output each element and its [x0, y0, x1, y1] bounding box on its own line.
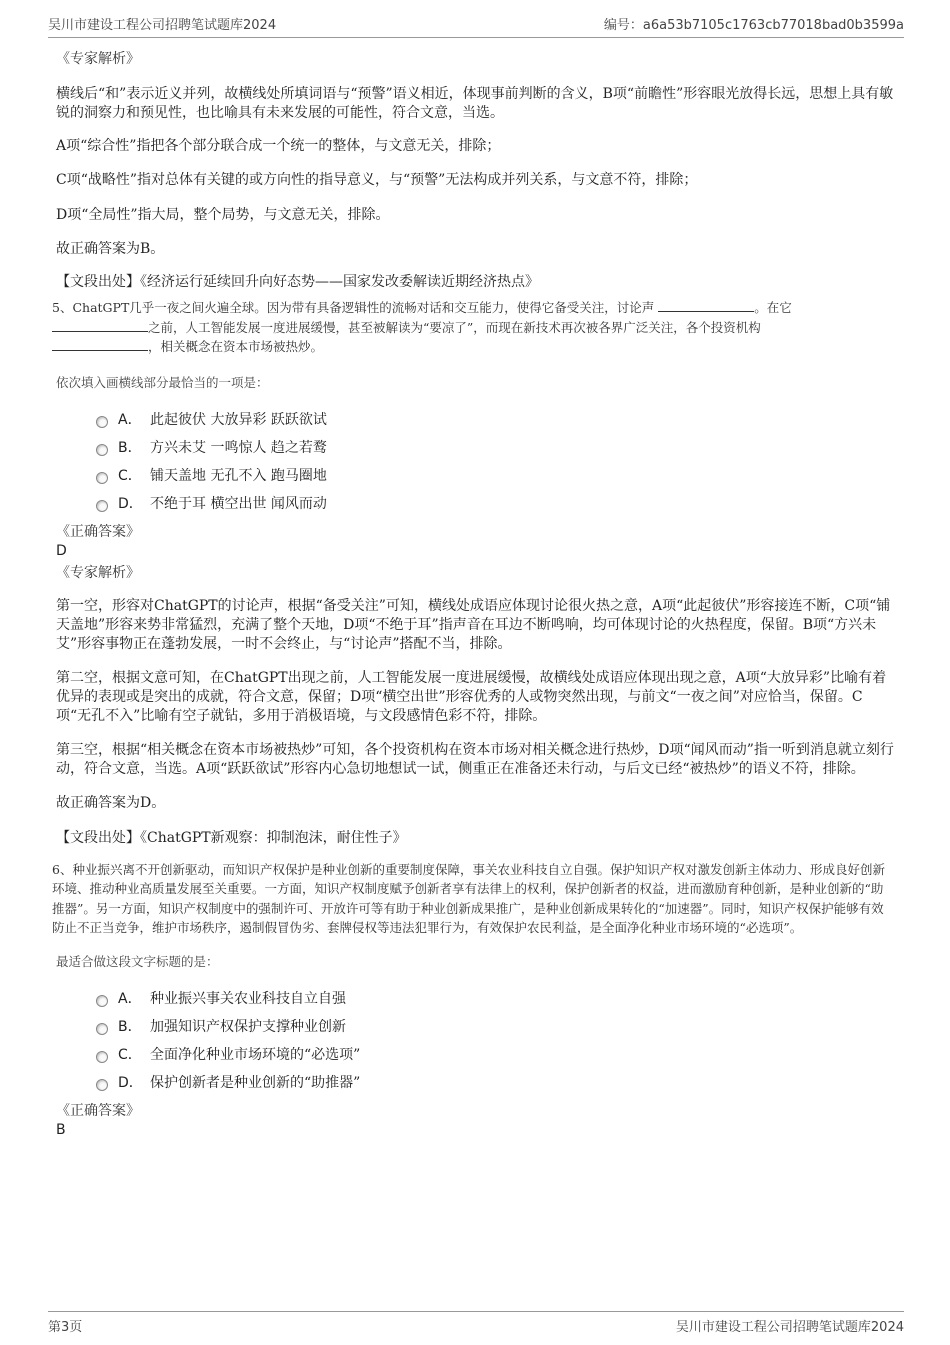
q5-options — [96, 405, 894, 517]
option-text: 保护创新者是种业创新的“助推器” — [150, 1074, 361, 1091]
radio-button[interactable] — [96, 444, 108, 456]
question-text-part: 之前，人工智能发展一度进展缓慢，甚至被解读为“要凉了”，而现在新技术再次被各界广泛关注，各个投资机构 — [148, 319, 761, 335]
correct-answer-label: 《正确答案》 — [56, 1102, 140, 1119]
analysis-paragraph: 横线后“和”表示近义并列，故横线处所填词语与“预警”语义相近，体现事前判断的含义，B项“前瞻性”形容眼光放得长远，思想上具有敏锐的洞察力和预见性，也比喻具有未来发展的可能性，符合文意，当选。 — [56, 86, 894, 121]
option-c[interactable] — [96, 1040, 894, 1068]
option-text: 方兴未艾 一鸣惊人 趋之若鹜 — [150, 439, 327, 456]
option-text: 种业振兴事关农业科技自立自强 — [150, 990, 346, 1007]
option-letter: B． — [118, 1018, 142, 1035]
option-text: 此起彼伏 大放异彩 跃跃欲试 — [150, 411, 327, 428]
radio-button[interactable] — [96, 416, 108, 428]
option-letter: D． — [118, 1074, 143, 1091]
correct-answer-value: D — [56, 542, 67, 559]
option-text: 全面净化种业市场环境的“必选项” — [150, 1046, 361, 1063]
blank-line — [52, 338, 148, 351]
option-letter: A． — [118, 990, 142, 1007]
answer-summary: 故正确答案为B。 — [56, 241, 165, 257]
radio-button[interactable] — [96, 1079, 108, 1091]
analysis-paragraph: C项“战略性”指对总体有关键的或方向性的指导意义，与“预警”无法构成并列关系，与文意不符，排除； — [56, 172, 698, 188]
footer-title: 吴川市建设工程公司招聘笔试题库2024 — [675, 1320, 904, 1335]
option-letter: C． — [118, 467, 142, 484]
option-c[interactable] — [96, 461, 894, 489]
question-6-text: 6、种业振兴离不开创新驱动，而知识产权保护是种业创新的重要制度保障，事关农业科技自立自强。保护知识产权对激发创新主体动力、形成良好创新环境、推动种业高质量发展至关重要。一方面，知识产权制度赋予创新者享有法律上的权利，保护创新者的权益，进而激励育种创新，是种业创新的“助推器”。另一方面，知识产权制度中的强制许可、开放许可等有助于种业创新成果推广，是种业创新成果转化的“加速器”。同时，知识产权保护能够有效防止不正当竞争，维护市场秩序，遏制假冒伪劣、套牌侵权等违法犯罪行为，有效保护农民利益，是全面净化种业市场环境的“必选项”。 — [52, 861, 885, 935]
option-letter: D． — [118, 495, 143, 512]
option-a[interactable] — [96, 405, 894, 433]
radio-button[interactable] — [96, 1051, 108, 1063]
header-code: 编号：a6a53b7105c1763cb77018bad0b3599a — [603, 18, 904, 33]
analysis-paragraph: 第三空，根据“相关概念在资本市场被热炒”可知，各个投资机构在资本市场对相关概念进行热炒，D项“闻风而动”指一听到消息就立刻行动，符合文意，当选。A项“跃跃欲试”形容内心急切地想试一试，侧重正在准备还未行动，与后文已经“被热炒”的语义不符，排除。 — [56, 741, 894, 777]
analysis-paragraph: A项“综合性”指把各个部分联合成一个统一的整体，与文意无关，排除； — [56, 138, 501, 154]
option-a[interactable] — [96, 984, 894, 1012]
radio-button[interactable] — [96, 1023, 108, 1035]
radio-button[interactable] — [96, 995, 108, 1007]
radio-button[interactable] — [96, 472, 108, 484]
page-number: 第3页 — [48, 1320, 83, 1335]
answer-summary: 故正确答案为D。 — [56, 794, 166, 811]
option-b[interactable] — [96, 1012, 894, 1040]
option-b[interactable] — [96, 433, 894, 461]
analysis-paragraph: D项“全局性”指大局，整个局势，与文意无关，排除。 — [56, 207, 390, 223]
analysis-paragraph: 第二空，根据文意可知，在ChatGPT出现之前，人工智能发展一度进展缓慢，故横线处成语应体现出现之意，A项“大放异彩”比喻有着优异的表现或是突出的成就，符合文意，保留；D项“横空出世”形容优秀的人或物突然出现，与前文“一夜之间”对应恰当，保留。C项“无孔不入”比喻有空子就钻，多用于消极语境，与文段感情色彩不符，排除。 — [56, 669, 887, 724]
analysis-paragraph: 第一空，形容对ChatGPT的讨论声，根据“备受关注”可知，横线处成语应体现讨论很火热之意，A项“此起彼伏”形容接连不断，C项“铺天盖地”形容来势非常猛烈，充满了整个天地，D项“不绝于耳”指声音在耳边不断鸣响，均可体现讨论的火热程度，保留。B项“方兴未艾”形容事物正在蓬勃发展，一时不会终止，与“讨论声”搭配不当，排除。 — [56, 597, 891, 652]
page-content — [52, 44, 894, 1138]
question-prompt: 依次填入画横线部分最恰当的一项是： — [56, 374, 269, 390]
source-citation: 【文段出处】《ChatGPT新观察：抑制泡沫，耐住性子》 — [56, 829, 407, 846]
option-letter: A． — [118, 411, 142, 428]
radio-button[interactable] — [96, 500, 108, 512]
option-letter: C． — [118, 1046, 142, 1063]
page-header — [48, 14, 904, 38]
correct-answer-value: B — [56, 1121, 66, 1138]
source-citation: 【文段出处】《经济运行延续回升向好态势——国家发改委解读近期经济热点》 — [56, 274, 539, 290]
option-d[interactable] — [96, 489, 894, 517]
option-text: 不绝于耳 横空出世 闻风而动 — [150, 495, 327, 512]
question-text-part: 5、ChatGPT几乎一夜之间火遍全球。因为带有具备逻辑性的流畅对话和交互能力，使得它备受关注，讨论声 — [52, 300, 655, 315]
question-text-part: ，相关概念在资本市场被热炒。 — [148, 339, 324, 354]
question-text-part: 。在它 — [754, 300, 792, 315]
blank-line — [52, 319, 148, 332]
option-text: 加强知识产权保护支撑种业创新 — [150, 1018, 346, 1035]
q6-options — [96, 984, 894, 1096]
expert-analysis-label: 《专家解析》 — [56, 51, 140, 67]
option-d[interactable] — [96, 1068, 894, 1096]
correct-answer-label: 《正确答案》 — [56, 523, 140, 540]
page-footer — [48, 1311, 904, 1335]
blank-line — [658, 299, 754, 312]
question-5-text — [52, 298, 894, 357]
expert-analysis-label: 《专家解析》 — [56, 564, 140, 581]
option-text: 铺天盖地 无孔不入 跑马圈地 — [150, 467, 327, 484]
header-title: 吴川市建设工程公司招聘笔试题库2024 — [48, 18, 277, 33]
question-prompt: 最适合做这段文字标题的是： — [56, 953, 219, 969]
option-letter: B． — [118, 439, 142, 456]
